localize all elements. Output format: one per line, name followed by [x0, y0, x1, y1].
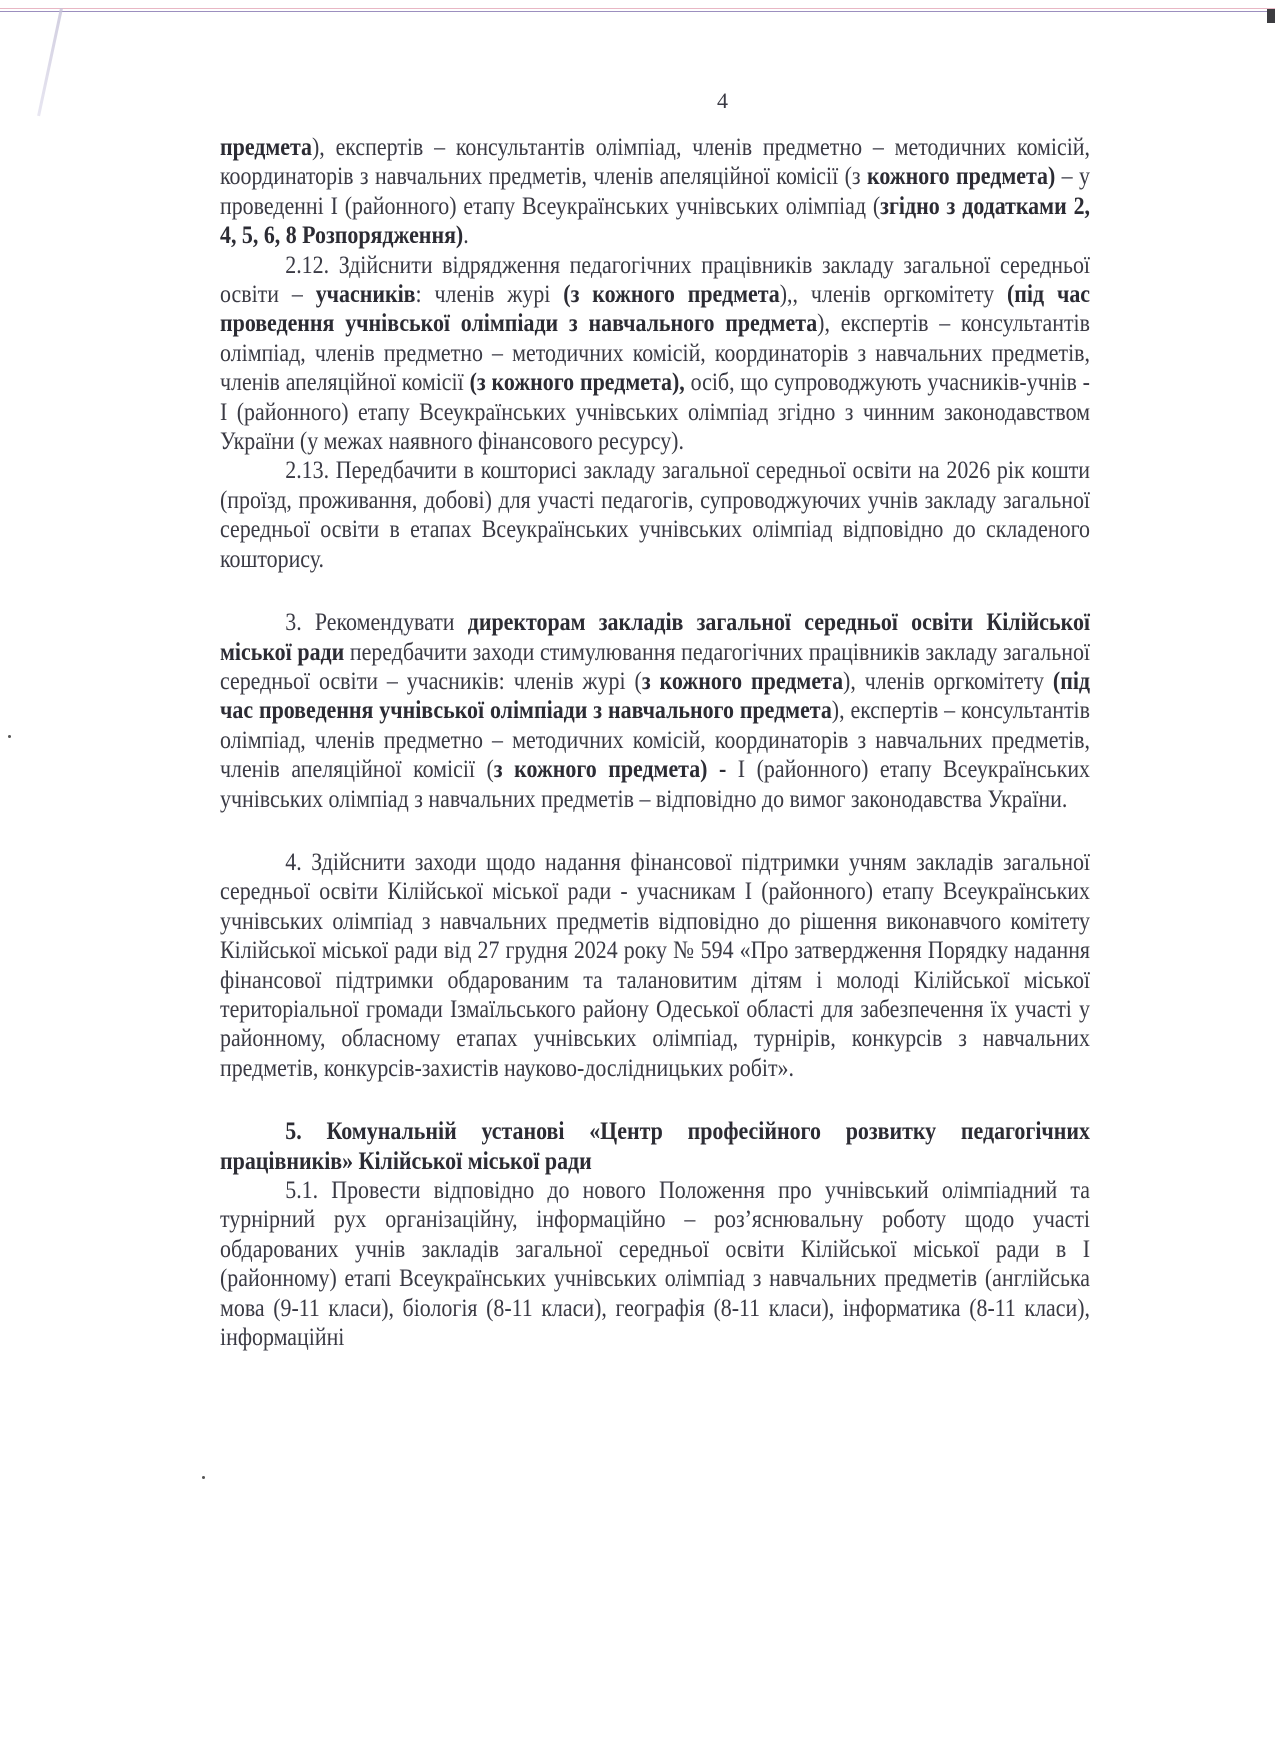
scan-speck: [202, 1476, 205, 1479]
text-run: осіб, що супроводжують учасників-учнів - І (районного) етапу Всеукраїнських учнівських олімпіад згідно з чинним законодавством України (у межах наявного фінансового ресурсу).: [220, 369, 1090, 456]
paragraph-continuation: [220, 133, 1090, 251]
page-number: 4: [717, 88, 728, 113]
text-run: ), експертів – консультантів олімпіад, членів предметно – методичних комісій, координаторів з навчальних предметів, членів апеляційної комісії (: [220, 697, 1090, 784]
text-run: 4. Здійснити заходи щодо надання фінансової підтримки учням закладів загальної середньої освіти Кілійської міської ради - учасникам І (районного) етапу Всеукраїнських учнівських олімпіад з навчальних предметів відповідно до рішення виконавчого комітету Кілійської міської ради від 27 грудня 2024 року № 594 «Про затвердження Порядку надання фінансової підтримки обдарованим та талановитим дітям і молоді Кілійської міської територіальної громади Ізмаїльського району Одеської області для забезпечення їх участі у районному, обласному етапах учнівських олімпіад, турнірів, конкурсів з навчальних предметів, конкурсів-захистів науково-дослідницьких робіт».: [220, 848, 1090, 1082]
bold-text-run: кожного предмета): [866, 163, 1056, 191]
text-run: 2.12. Здійснити відрядження педагогічних працівників закладу загальної середньої освіти –: [220, 251, 1090, 309]
text-run: 2.13. Передбачити в кошторисі закладу загальної середньої освіти на 2026 рік кошти (проїзд, проживання, добові) для участі педагогів, супроводжуючих учнів закладу загальної середньої освіти в етапах Всеукраїнських учнівських олімпіад відповідно до складеного кошторису.: [220, 457, 1090, 573]
bold-text-run: 5. Комунальній установі «Центр професійного розвитку педагогічних працівників» Кілійської міської ради: [220, 1118, 1090, 1175]
paragraph-3: [220, 608, 1090, 814]
document-body: [220, 133, 1090, 1352]
bold-text-run: учасників: [315, 281, 416, 309]
bold-text-run: (з кожного предмета),: [469, 369, 685, 397]
bold-text-run: згідно з додатками 2, 4, 5, 6, 8 Розпорядження): [220, 192, 1091, 250]
paragraph-2-12: [220, 251, 1090, 457]
text-run: : членів журі: [415, 281, 564, 309]
text-run: ), членів оргкомітету: [843, 667, 1053, 695]
text-run: .: [463, 222, 469, 250]
spacer: [220, 574, 1090, 608]
text-run: ), експертів – консультантів олімпіад, членів предметно – методичних комісій, координаторів з навчальних предметів, членів апеляційної комісії: [220, 310, 1090, 397]
text-run: ),, членів оргкомітету: [779, 281, 1007, 309]
text-run: ), експертів – консультантів олімпіад, членів предметно – методичних комісій, координаторів з навчальних предметів, членів апеляційної комісії (з: [220, 134, 1090, 191]
text-run: – у проведенні І (районного) етапу Всеукраїнських учнівських олімпіад (: [220, 163, 1091, 220]
spacer: [220, 814, 1090, 848]
bold-text-run: з кожного предмета: [641, 667, 844, 695]
scan-corner-mark: [1267, 9, 1275, 23]
bold-text-run: предмета: [220, 134, 312, 161]
bold-text-run: директорам закладів загальної середньої освіти Кілійської міської ради: [220, 609, 1090, 666]
text-run: 5.1. Провести відповідно до нового Положення про учнівський олімпіадний та турнірний рух організаційну, інформаційно – роз’яснювальну роботу щодо участі обдарованих учнів закладів загальної середньої освіти Кілійської міської ради в І (районному) етапі Всеукраїнських учнівських олімпіад з навчальних предметів (англійська мова (9-11 класи), біологія (8-11 класи), географія (8-11 класи), інформатика (8-11 класи), інформаційні: [220, 1177, 1090, 1352]
text-run: передбачити заходи стимулювання педагогічних працівників закладу загальної середньої освіти – учасників: членів журі (: [220, 638, 1090, 695]
paragraph-2-13: [220, 456, 1090, 574]
paragraph-4: [220, 848, 1090, 1083]
bold-text-run: з кожного предмета) -: [493, 756, 727, 784]
bold-text-run: (під час проведення учнівської олімпіади з навчального предмета: [220, 667, 1091, 725]
scan-speck: [8, 735, 11, 738]
bold-text-run: (під час проведення учнівської олімпіади з навчального предмета: [220, 281, 1091, 338]
text-run: 3. Рекомендувати: [285, 609, 468, 637]
section-5-heading: [220, 1117, 1090, 1176]
paragraph-5-1: [220, 1176, 1090, 1352]
bold-text-run: (з кожного предмета: [563, 281, 780, 309]
spacer: [220, 1083, 1090, 1117]
text-run: І (районного) етапу Всеукраїнських учнівських олімпіад з навчальних предметів – відповідно до вимог законодавства України.: [220, 756, 1091, 813]
scan-edge-top: [0, 8, 1275, 12]
